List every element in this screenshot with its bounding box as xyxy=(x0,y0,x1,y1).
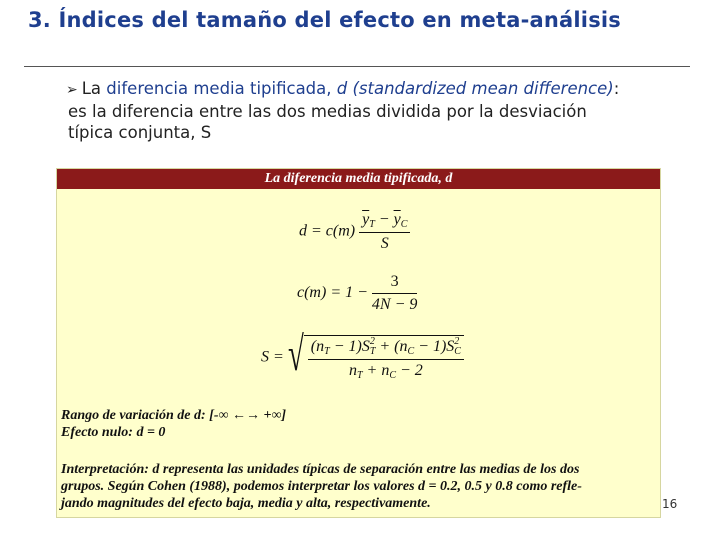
formula-cm-denominator: 4N − 9 xyxy=(371,296,418,313)
formula-box xyxy=(56,168,661,518)
bullet-definition: : es la diferencia entre las dos medias dividida por la desviación típica conjunta, S xyxy=(68,79,620,142)
square-root-sign: √ $\frac{(n_T - 1)S^2_T + (n_C - 1)S^2_C}{n_T + n_C - 2}$ xyxy=(288,335,464,381)
formula-cm-numerator: 3 xyxy=(372,273,417,294)
interpretation-line-2: grupos. Según Cohen (1988), podemos interpretar los valores d = 0.2, 0.5 y 0.8 como refle- xyxy=(61,479,582,494)
formula-d-denominator: S xyxy=(380,235,389,252)
formula-s xyxy=(261,328,464,381)
null-effect-line: Efecto nulo: d = 0 xyxy=(61,425,166,440)
formula-cm-lhs: c(m) = 1 − xyxy=(297,284,368,302)
interpretation-line-1: Interpretación: d representa las unidades típicas de separación entre las medias de los dos xyxy=(61,462,580,477)
slide-title: 3. Índices del tamaño del efecto en meta-análisis xyxy=(28,8,622,32)
bullet-text-1: La xyxy=(81,79,107,98)
formula-s-lhs: S = xyxy=(261,348,284,366)
arrow-bullet-icon: ➢ xyxy=(66,82,78,98)
formula-d-lhs: d = c(m) xyxy=(299,222,356,240)
bullet-term-english: d (standardized mean difference) xyxy=(336,79,614,98)
formula-cm xyxy=(297,273,417,314)
formula-s-fraction: $\frac{(n_T - 1)S^2_T + (n_C - 1)S^2_C}{n_T + n_C - 2}$ xyxy=(308,336,464,381)
bullet-point xyxy=(68,78,628,143)
interpretation-note xyxy=(61,461,658,512)
formula-box-header: La diferencia media tipificada, d xyxy=(57,169,660,189)
range-line: Rango de variación de d: [-∞ ←→ +∞] xyxy=(61,408,287,423)
formula-cm-fraction xyxy=(372,273,417,314)
interpretation-line-3: jando magnitudes del efecto baja, media y alta, respectivamente. xyxy=(61,496,431,511)
formula-d-fraction: $\frac{\overline{y}_T - \overline{y}_C}{S}$ xyxy=(359,211,410,253)
formula-d xyxy=(299,211,410,253)
title-divider xyxy=(24,66,690,67)
range-note xyxy=(61,407,286,441)
bullet-term: diferencia media tipificada, xyxy=(106,79,337,98)
page-number: 16 xyxy=(662,497,678,511)
